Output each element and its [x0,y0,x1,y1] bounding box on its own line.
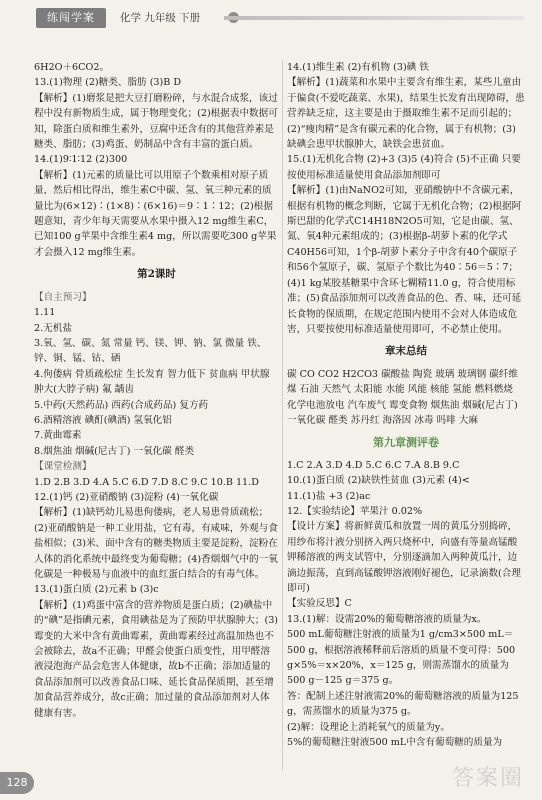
analysis-paragraph: 【解析】(1)蔬菜和水果中主要含有维生素，某些儿童由于偏食(不爱吃蔬菜、水果)，结果生长发育出现障碍，患营养缺乏症，这主要是由于摄取维生素不足而引起的；(2)“瘦肉精”是含有碳元素的化合物，属于有机物；(3)缺碘会患甲状腺肿大，缺铁会患贫血。 [287,77,525,151]
answer-line: 13.(1)解：设需20%的葡萄糖溶液的质量为x。 [287,613,487,625]
answer-line: 1.11 [34,307,56,319]
answer-line: 13.(1)蛋白质 (2)元素 b (3)c [34,584,159,596]
subject-label: 化学 九年级 下册 [120,12,201,24]
answer-line: 【实验反思】C [287,598,352,610]
analysis-paragraph: 答：配制上述注射液需20%的葡萄糖溶液的质量为125 g，需蒸馏水的质量为375 g。 [287,690,519,718]
answer-line: 14.(1)维生素 (2)有机物 (3)碘 铁 [287,62,429,73]
header-rule [224,16,524,20]
answer-line: (2)解：设理论上消耗氧气的质量为y。 [287,721,450,733]
answer-line: 1.D 2.B 3.D 4.A 5.C 6.D 7.D 8.C 9.C 10.B 11.D [34,476,259,488]
answer-line: 6H2O＋6CO2。 [34,62,110,73]
page-header [0,0,542,36]
section-tag: 【课堂检测】 [34,461,92,473]
test-title: 第九章测评卷 [373,436,439,450]
answer-line: 13.(1)物理 (2)糖类、脂肪 (3)B D [34,77,182,89]
column-divider [282,60,283,770]
summary-terms: 碳 CO CO2 H2CO3 碳酸盐 陶瓷 玻璃 玻璃钢 碳纤维 煤 石油 天然气 太阳能 水能 风能 核能 氢能 燃料燃烧 化学电池放电 汽车废气 霉变食物 烟焦油 烟碱(尼古丁) 一氧化碳 醛类 苏丹红 海洛因 冰毒 吗啡 大麻 [287,368,519,426]
answer-line: 3.氧、氢、碳、氮 常量 钙、镁、钾、钠、氯 微量 铁、锌、铜、锰、钴、硒 [34,337,267,365]
analysis-paragraph: 【解析】(1)磨浆是把大豆打磨粉碎，与水混合成浆，该过程中没有新物质生成，属于物理变化；(2)根据表中数据可知，除蛋白质和维生素外，豆腐中还含有的其他营养素是糖类、脂肪；(3)鸡蛋、奶制品中含有丰富的蛋白质。 [34,92,278,151]
analysis-paragraph: 【解析】(1)由NaNO2可知，亚硝酸钠中不含碳元素，根据有机物的概念判断，它属于无机化合物；(2)根据阿斯巴甜的化学式C14H18N2O5可知，它是由碳、氢、氮、氧4种元素组成的；(3)根据β-胡萝卜素的化学式C40H56可知，1个β-胡萝卜素分子中含有40个碳原子和56个氢原子，碳、氢原子个数比为40∶56＝5∶7；(4)1 kg某胶基糖果中含环七糊精11.0 g，符合使用标准；(5)食品添加剂可以改善食品的色、香、味，还可延长食物的保质期，在规定范围内使用不会对人体造成危害，只要按使用标准适量使用即可，不必禁止使用。 [287,185,522,335]
answer-line: 8.烟焦油 烟碱(尼古丁) 一氧化碳 醛类 [34,445,195,457]
analysis-paragraph: 500 mL葡萄糖注射液的质量为1 g/cm3×500 mL＝500 g，根据溶液稀释前后溶质的质量不变可得：500 g×5%＝x×20%，x＝125 g，则需蒸馏水的质量为500 g－125 g＝375 g。 [287,629,516,687]
chapter-summary-title: 章末总结 [385,345,427,358]
book-logo: 练闯学案 [36,8,106,28]
page-number: 128 [0,772,34,794]
answer-line: 15.(1)无机化合物 (2)+3 (3)5 (4)符合 (5)不正确 只要按使用标准适量使用食品添加剂即可 [287,154,521,181]
analysis-paragraph: 【解析】(1)缺钙幼儿易患佝偻病，老人易患骨质疏松；(2)亚硝酸钠是一种工业用盐，它有毒，有咸味，外观与食盐相似；(3)米、面中含有的糖类物质主要是淀粉，淀粉在人体的消化系统中最终变为葡萄糖；(4)香烟烟气中的一氧化碳是一种极易与血液中的血红蛋白结合的有毒气体。 [34,507,278,580]
analysis-paragraph: 【解析】(1)鸡蛋中富含的营养物质是蛋白质；(2)碘盐中的“碘”是指碘元素，食用碘盐是为了预防甲状腺肿大；(3)霉变的大米中含有黄曲霉素，黄曲霉素经过高温加热也不会被除去，故a不正确；甲醛会使蛋白质变性，用甲醛溶液浸泡海产品会危害人体健康，故b不正确；添加适量的食品添加剂可以改善食品口味、延长食品保质期，甚至增加食品营养成分，故c正确；加过量的食品添加剂对人体健康有害。 [34,599,279,719]
answer-line: 12.【实验结论】苹果汁 0.02% [287,505,423,517]
section-tag: 【自主预习】 [34,291,92,303]
answer-line: 5%的葡萄糖注射液500 mL中含有葡萄糖的质量为 [287,737,503,749]
answer-line: 12.(1)钙 (2)亚硝酸钠 (3)淀粉 (4)一氧化碳 [34,491,219,503]
left-column [34,60,279,760]
watermark-logo: 答案圈 [451,766,524,791]
answer-line: 4.佝偻病 骨质疏松症 生长发育 智力低下 贫血病 甲状腺肿大(大脖子病) 氟 龋齿 [34,368,270,396]
answer-line: 10.(1)蛋白质 (2)缺铁性贫血 (3)元素 (4)< [287,475,470,487]
answer-line: 7.黄曲霉素 [34,430,82,442]
answer-line: 6.酒精溶液 碘酊(碘酒) 氢氧化铝 [34,414,172,426]
analysis-paragraph: 【解析】(1)元素的质量比可以用原子个数乘相对原子质量，然后相比得出，维生素C中碳、氢、氧三种元素的质量比为(6×12)∶(1×8)∶(6×16)＝9∶1∶12；(2)根据题意知，青少年每天需要从水果中摄入12 mg维生素C，已知100 g苹果中含维生素4 mg，所以需要吃300 g苹果才会摄入12 mg维生素。 [34,169,277,258]
answer-line: 2.无机盐 [34,322,72,334]
answer-line: 5.中药(天然药品) 西药(合成药品) 复方药 [34,399,209,411]
lesson-title: 第2课时 [137,268,176,281]
right-column [287,60,525,800]
analysis-paragraph: 【设计方案】将新鲜黄瓜和放置一周的黄瓜分别捣碎，用纱布将汁液分别挤入两只烧杯中，向盛有等量高锰酸钾稀溶液的两支试管中，分别逐滴加入两种黄瓜汁，边滴边振荡，直到高锰酸钾溶液刚好褪色，记录滴数(合理即可) [287,521,521,594]
answer-line: 14.(1)9∶1∶12 (2)300 [34,154,128,166]
answer-line: 1.C 2.A 3.D 4.D 5.C 6.C 7.A 8.B 9.C [287,459,460,471]
answer-line: 11.(1)盐 +3 (2)ac [287,490,371,502]
